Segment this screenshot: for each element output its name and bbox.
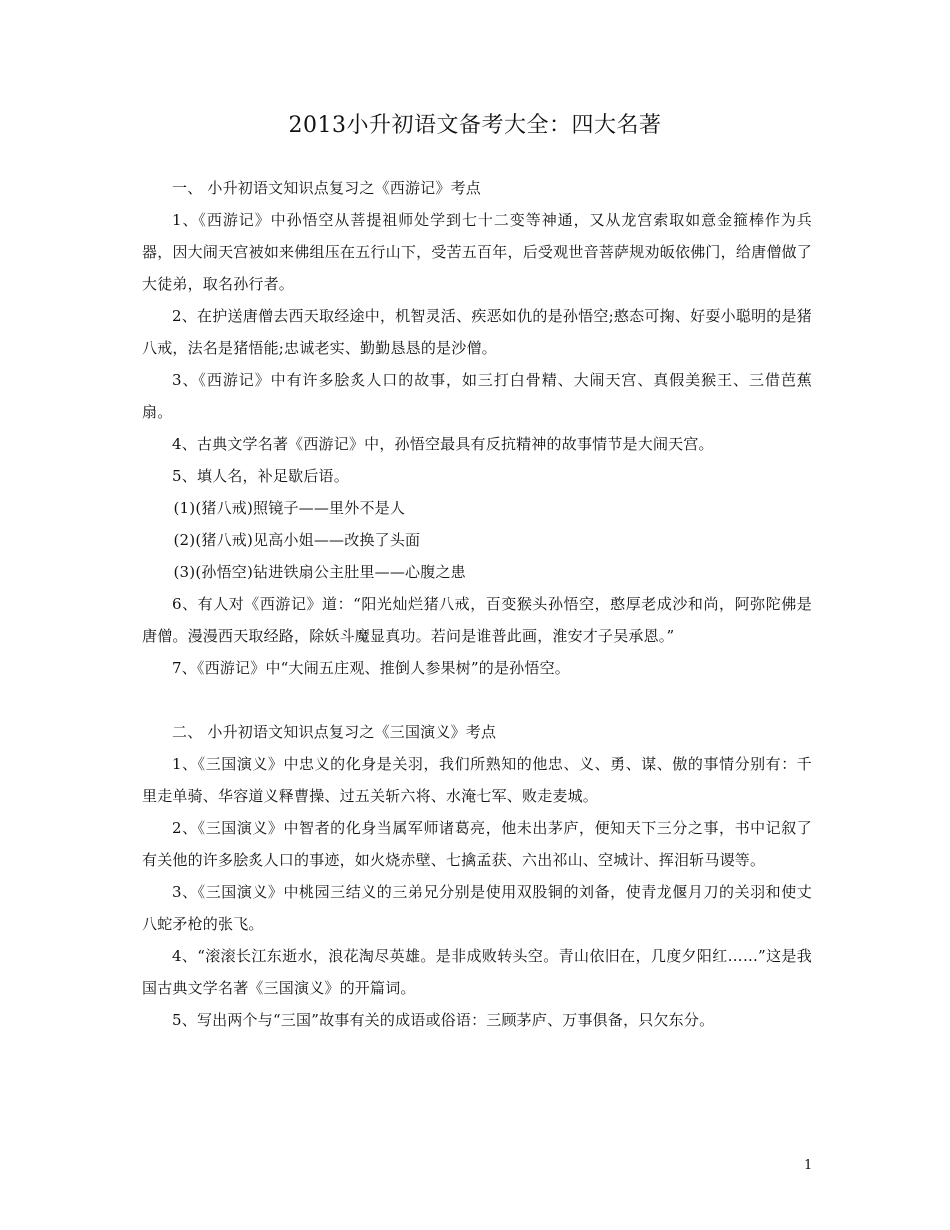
paragraph: 1、《三国演义》中忠义的化身是关羽，我们所熟知的他忠、义、勇、谋、傲的事情分别有：千里走单骑、华容道义释曹操、过五关斩六将、水淹七军、败走麦城。 (142, 755, 812, 805)
document-body (142, 172, 812, 1036)
sub-item: (3)(孙悟空)钻进铁扇公主肚里——心腹之患 (173, 563, 466, 581)
paragraph: 2、在护送唐僧去西天取经途中，机智灵活、疾恶如仇的是孙悟空;憨态可掬、好耍小聪明的是猪八戒，法名是猪悟能;忠诚老实、勤勤恳恳的是沙僧。 (142, 307, 812, 357)
paragraph: 4、“滚滚长江东逝水，浪花淘尽英雄。是非成败转头空。青山依旧在，几度夕阳红……”这是我国古典文学名著《三国演义》的开篇词。 (142, 947, 812, 997)
paragraph: 5、写出两个与“三国”故事有关的成语或俗语：三顾茅庐、万事俱备，只欠东分。 (172, 1011, 715, 1029)
paragraph: 5、填人名，补足歇后语。 (172, 467, 349, 485)
page-number: 1 (804, 1158, 813, 1173)
paragraph: 4、古典文学名著《西游记》中，孙悟空最具有反抗精神的故事情节是大闹天宫。 (172, 435, 714, 453)
paragraph: 1、《西游记》中孙悟空从菩提祖师处学到七十二变等神通，又从龙宫索取如意金箍棒作为兵器，因大闹天宫被如来佛组压在五行山下，受苦五百年，后受观世音菩萨规劝皈依佛门，给唐僧做了大徒弟，取名孙行者。 (142, 211, 812, 293)
paragraph: 3、《三国演义》中桃园三结义的三弟兄分别是使用双股铜的刘备，使青龙偃月刀的关羽和使丈八蛇矛枪的张飞。 (142, 883, 812, 933)
paragraph: 6、有人对《西游记》道：“阳光灿烂猪八戒，百变猴头孙悟空，憨厚老成沙和尚，阿弥陀佛是唐僧。漫漫西天取经路，除妖斗魔显真功。若问是谁普此画，淮安才子吴承恩。” (142, 595, 812, 645)
paragraph: 7、《西游记》中“大闹五庄观、推倒人参果树”的是孙悟空。 (172, 659, 570, 677)
sub-item: (2)(猪八戒)见高小姐——改换了头面 (173, 531, 421, 549)
paragraph: 3、《西游记》中有许多脍炙人口的故事，如三打白骨精、大闹天宫、真假美猴王、三借芭蕉扇。 (142, 371, 812, 421)
section-spacer (142, 684, 812, 716)
sub-item: (1)(猪八戒)照镜子——里外不是人 (173, 499, 406, 517)
section-heading: 一、 小升初语文知识点复习之《西游记》考点 (172, 179, 481, 197)
document-title: 2013小升初语文备考大全：四大名著 (288, 113, 662, 138)
section-heading: 二、 小升初语文知识点复习之《三国演义》考点 (172, 723, 497, 741)
paragraph: 2、《三国演义》中智者的化身当属军师诸葛亮，他未出茅庐，便知天下三分之事，书中记叙了有关他的许多脍炙人口的事迹，如火烧赤壁、七擒孟获、六出祁山、空城计、挥泪斩马谡等。 (142, 819, 812, 869)
